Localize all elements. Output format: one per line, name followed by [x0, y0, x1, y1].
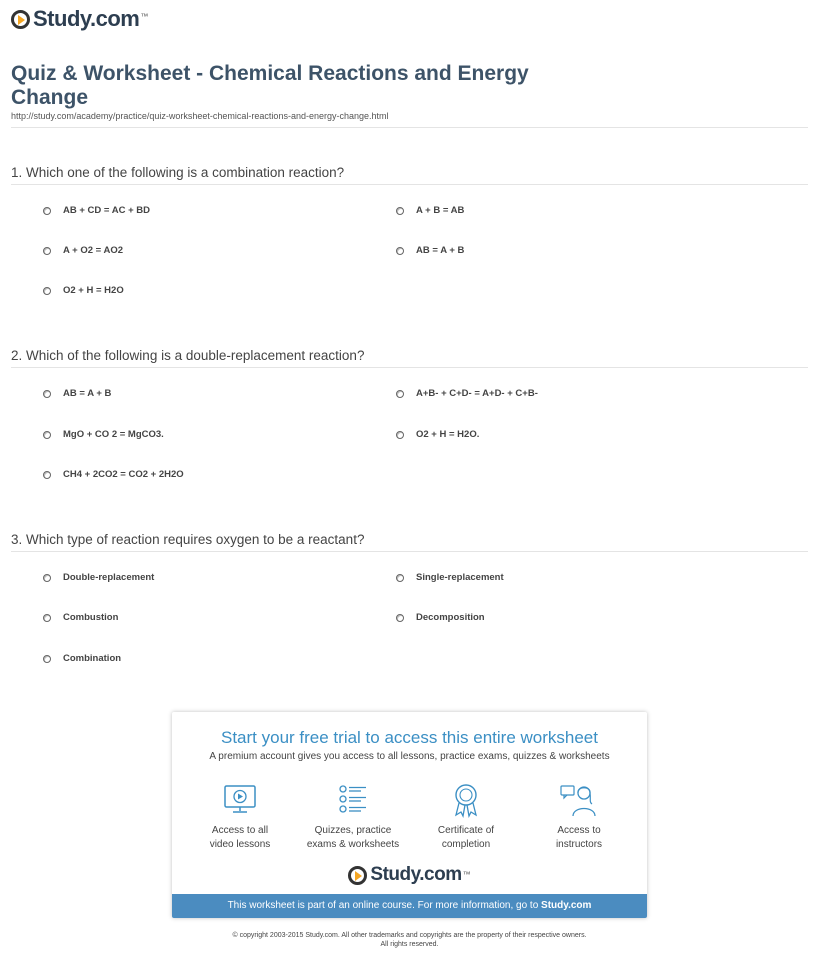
- instructor-icon: [559, 782, 599, 818]
- radio-icon[interactable]: [396, 431, 404, 439]
- divider: [11, 551, 808, 552]
- radio-icon[interactable]: [43, 247, 51, 255]
- answer-option[interactable]: Double-replacement: [43, 572, 154, 583]
- answer-option[interactable]: CH4 + 2CO2 = CO2 + 2H2O: [43, 469, 184, 480]
- video-lesson-icon: [222, 782, 258, 818]
- promo-subtitle: A premium account gives you access to all lessons, practice exams, quizzes & worksheets: [209, 751, 610, 762]
- radio-icon[interactable]: [43, 655, 51, 663]
- page-url: http://study.com/academy/practice/quiz-worksheet-chemical-reactions-and-energy-change.html: [11, 111, 389, 121]
- feature-instructors: Access to instructors: [524, 782, 634, 852]
- radio-icon[interactable]: [396, 247, 404, 255]
- radio-icon[interactable]: [43, 614, 51, 622]
- radio-icon[interactable]: [43, 287, 51, 295]
- radio-icon[interactable]: [43, 471, 51, 479]
- free-trial-promo[interactable]: [172, 712, 647, 918]
- play-logo-icon: [11, 10, 30, 29]
- feature-video-lessons: Access to all video lessons: [185, 782, 295, 852]
- answer-option[interactable]: A + B = AB: [396, 205, 464, 216]
- radio-icon[interactable]: [396, 390, 404, 398]
- radio-icon[interactable]: [43, 207, 51, 215]
- study-link[interactable]: Study.com: [541, 900, 592, 911]
- answer-option[interactable]: O2 + H = H2O.: [396, 429, 479, 440]
- radio-icon[interactable]: [396, 207, 404, 215]
- answer-option[interactable]: Combustion: [43, 612, 118, 623]
- answer-option[interactable]: AB + CD = AC + BD: [43, 205, 150, 216]
- answer-option[interactable]: Single-replacement: [396, 572, 504, 583]
- answer-option[interactable]: A+B- + C+D- = A+D- + C+B-: [396, 388, 538, 399]
- divider: [11, 127, 808, 128]
- answer-option[interactable]: MgO + CO 2 = MgCO3.: [43, 429, 164, 440]
- radio-icon[interactable]: [43, 431, 51, 439]
- answer-option[interactable]: Decomposition: [396, 612, 485, 623]
- quiz-list-icon: [335, 782, 371, 818]
- divider: [11, 184, 808, 185]
- divider: [11, 367, 808, 368]
- promo-study-logo[interactable]: [172, 864, 647, 886]
- trademark: ™: [462, 870, 471, 879]
- radio-icon[interactable]: [43, 390, 51, 398]
- answer-option[interactable]: A + O2 = AO2: [43, 245, 123, 256]
- play-logo-icon: [348, 866, 367, 885]
- radio-icon[interactable]: [396, 574, 404, 582]
- radio-icon[interactable]: [43, 574, 51, 582]
- answer-option[interactable]: AB = A + B: [396, 245, 464, 256]
- feature-certificate: Certificate of completion: [411, 782, 521, 852]
- radio-icon[interactable]: [396, 614, 404, 622]
- promo-title[interactable]: Start your free trial to access this entire worksheet: [221, 728, 598, 747]
- promo-info-bar: This worksheet is part of an online course. For more information, go to Study.com: [172, 894, 647, 918]
- answer-option[interactable]: O2 + H = H2O: [43, 285, 124, 296]
- certificate-icon: [448, 782, 484, 818]
- question-1: 1. Which one of the following is a combination reaction?: [11, 165, 345, 180]
- logo-text: Study.com: [370, 864, 462, 885]
- copyright: © copyright 2003-2015 Study.com. All other trademarks and copyrights are the property of their respective owners. All rights reserved.: [232, 932, 587, 948]
- trademark: ™: [140, 12, 149, 21]
- answer-option[interactable]: Combination: [43, 653, 121, 664]
- question-3: 3. Which type of reaction requires oxygen to be a reactant?: [11, 532, 365, 547]
- question-2: 2. Which of the following is a double-replacement reaction?: [11, 348, 365, 363]
- answer-option[interactable]: AB = A + B: [43, 388, 111, 399]
- feature-quizzes: Quizzes, practice exams & worksheets: [298, 782, 408, 852]
- study-logo[interactable]: [11, 6, 148, 32]
- page-title: Quiz & Worksheet - Chemical Reactions and Energy Change: [11, 62, 529, 109]
- logo-text: Study.com: [33, 6, 140, 31]
